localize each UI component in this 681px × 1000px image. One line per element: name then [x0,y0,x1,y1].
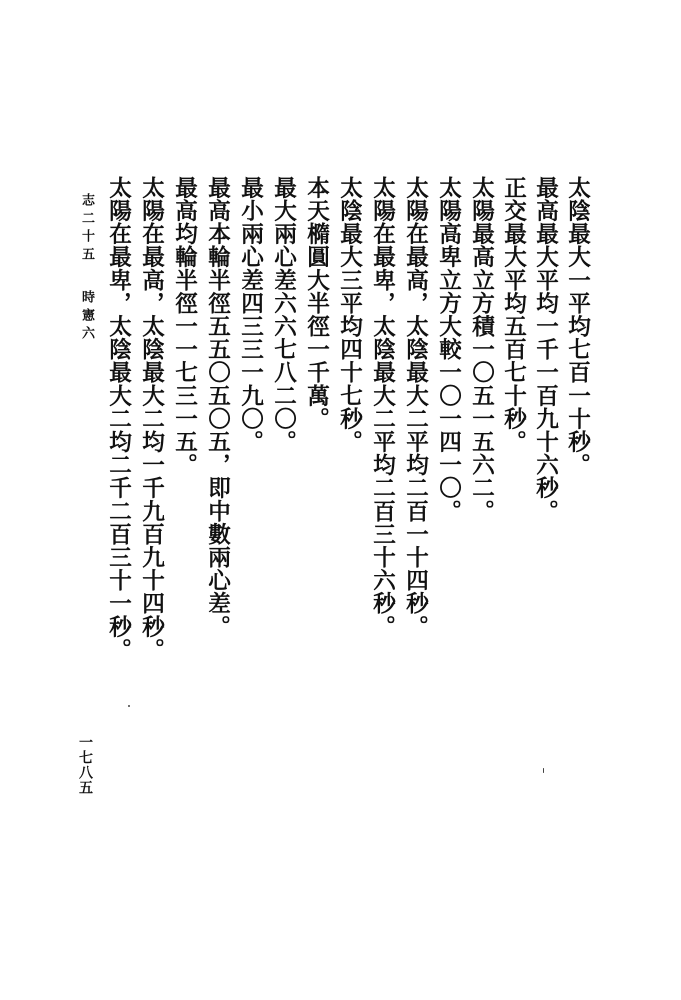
text-column-3: 正交最大平均五百七十秒。 [500,176,527,454]
text-column-6: 太陽在最高，太陰最大二平均二百一十四秒。 [402,176,429,638]
margin-section-label: 時憲六 [79,290,94,344]
text-column-4: 太陽最高立方積一〇五一五六二。 [468,176,495,523]
scan-speck [543,768,544,773]
text-column-14: 太陽在最高，太陰最大二均一千九百九十四秒。 [138,176,165,662]
text-column-5: 太陽高卑立方大較一〇一四一〇。 [435,176,462,523]
text-column-1: 太陰最大一平均七百一十秒。 [564,176,591,477]
text-column-2: 最高最大平均一千一百九十六秒。 [532,176,559,523]
text-column-7: 太陽在最卑，太陰最大二平均二百三十六秒。 [369,176,396,638]
text-column-15: 太陽在最卑，太陰最大二均二千二百三十一秒。 [105,176,132,662]
text-column-12: 最高本輪半徑五五〇五〇五，即中數兩心差。 [204,176,231,638]
text-column-11: 最小兩心差四三三一九〇。 [237,176,264,454]
text-column-10: 最大兩心差六六七八二〇。 [270,176,297,454]
scan-speck [128,705,130,707]
text-column-13: 最高均輪半徑一一七三一五。 [171,176,198,477]
page-number: 一七八五 [77,735,93,795]
text-column-8: 太陰最大三平均四十七秒。 [336,176,363,454]
text-column-9: 本天橢圓大半徑一千萬。 [303,176,330,431]
margin-volume-label: 志二十五 [79,193,94,265]
